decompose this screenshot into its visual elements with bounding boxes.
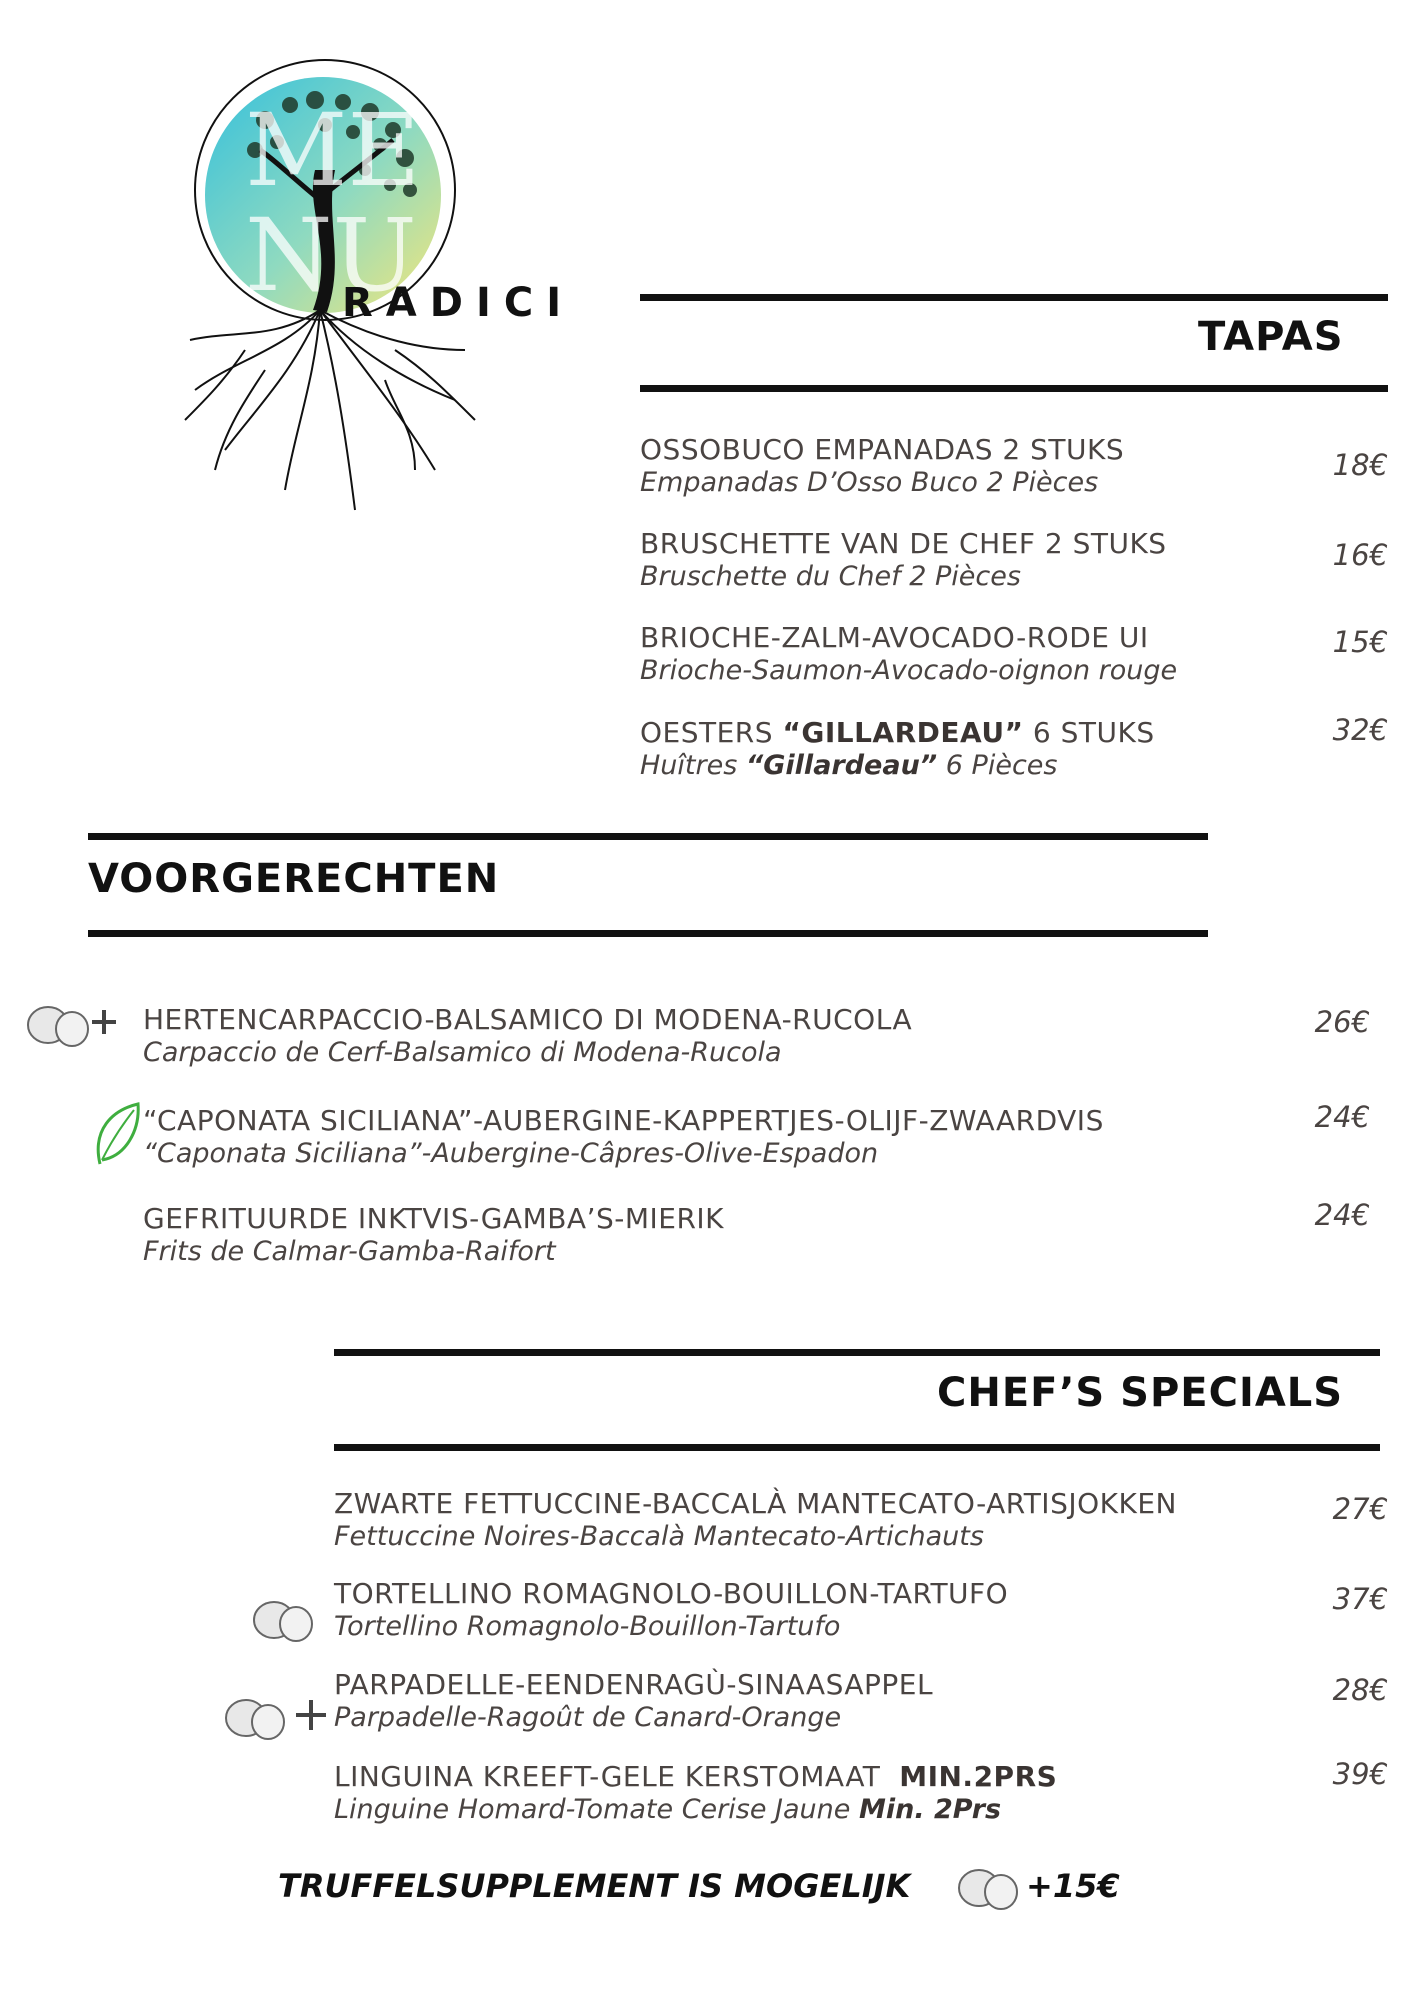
item-name-fr: Parpadelle-Ragoût de Canard-Orange [334,1702,842,1733]
item-name-fr: Frits de Calmar-Gamba-Raifort [143,1236,556,1267]
item-name-fr: Empanadas D’Osso Buco 2 Pièces [640,467,1099,498]
chefs-rule-top [334,1349,1380,1356]
truffle-supplement-price: +15€ [1026,1867,1120,1905]
tapas-rule-top [640,294,1388,301]
item-name-nl: PARPADELLE-EENDENRAGÙ-SINAASAPPEL [334,1668,934,1701]
item-name-nl: ZWARTE FETTUCCINE-BACCALÀ MANTECATO-ARTISJOKKEN [334,1487,1177,1520]
item-name-fr: “Caponata Siciliana”-Aubergine-Câpres-Olive-Espadon [143,1138,879,1169]
chefs-rule-bottom [334,1444,1380,1451]
voorgerechten-title: VOORGERECHTEN [88,856,500,902]
truffle-plus-icon [222,1688,332,1752]
item-name-nl: LINGUINA KREEFT-GELE KERSTOMAAT MIN.2PRS [334,1760,1058,1793]
item-price: 24€ [1314,1198,1370,1232]
truffle-supplement-text: TRUFFELSUPPLEMENT IS MOGELIJK [278,1867,911,1905]
voorgerecht-item [143,1104,1104,1170]
item-price: 26€ [1314,1005,1370,1039]
item-price: 27€ [1332,1492,1388,1526]
item-name-nl: BRUSCHETTE VAN DE CHEF 2 STUKS [640,527,1167,560]
item-name-fr: Tortellino Romagnolo-Bouillon-Tartufo [334,1611,841,1642]
truffle-icon [955,1858,1025,1922]
tapas-item [640,433,1124,499]
item-name-nl: “CAPONATA SICILIANA”-AUBERGINE-KAPPERTJES-OLIJF-ZWAARDVIS [143,1104,1104,1137]
svg-text:NU: NU [245,197,417,314]
voorgerecht-item [143,1202,724,1268]
item-name-nl: TORTELLINO ROMAGNOLO-BOUILLON-TARTUFO [334,1577,1009,1610]
item-name-fr: Brioche-Saumon-Avocado-oignon rouge [640,655,1178,686]
voorgerechten-rule-bottom [88,930,1208,937]
item-name-nl: OSSOBUCO EMPANADAS 2 STUKS [640,433,1125,466]
tapas-item [640,621,1177,687]
truffle-icon [250,1590,320,1654]
item-price: 24€ [1314,1100,1370,1134]
item-price: 32€ [1332,713,1388,747]
item-name-nl: HERTENCARPACCIO-BALSAMICO DI MODENA-RUCOLA [143,1003,913,1036]
chefs-item [334,1668,933,1734]
item-name-fr: Huîtres “Gillardeau” 6 Pièces [640,750,1058,781]
chefs-item [334,1487,1177,1553]
menu-overlay-text: ME [245,92,421,209]
item-price: 18€ [1332,448,1388,482]
tapas-title: TAPAS [1198,314,1344,360]
item-name-fr: Fettuccine Noires-Baccalà Mantecato-Artichauts [334,1521,984,1552]
tapas-item [640,527,1167,593]
voorgerecht-item [143,1003,912,1069]
truffle-plus-icon [20,995,120,1059]
item-price: 15€ [1332,625,1388,659]
item-name-nl: BRIOCHE-ZALM-AVOCADO-RODE UI [640,621,1149,654]
chefs-item [334,1760,1057,1826]
tapas-item [640,716,1155,782]
item-price: 37€ [1332,1582,1388,1616]
chefs-item [334,1577,1008,1643]
item-name-nl: GEFRITUURDE INKTVIS-GAMBA’S-MIERIK [143,1202,725,1235]
item-name-fr: Linguine Homard-Tomate Cerise Jaune Min. 2Prs [334,1794,1002,1825]
logo-wordmark: RADICI [342,280,575,326]
tapas-rule-bottom [640,385,1388,392]
item-name-nl: OESTERS “GILLARDEAU” 6 STUKS [640,716,1155,749]
leaf-icon [92,1100,142,1174]
item-name-fr: Carpaccio de Cerf-Balsamico di Modena-Rucola [143,1037,782,1068]
item-price: 28€ [1332,1673,1388,1707]
voorgerechten-rule-top [88,833,1208,840]
item-price: 39€ [1332,1757,1388,1791]
chefs-title: CHEF’S SPECIALS [937,1370,1344,1416]
item-name-fr: Bruschette du Chef 2 Pièces [640,561,1021,592]
item-price: 16€ [1332,538,1388,572]
